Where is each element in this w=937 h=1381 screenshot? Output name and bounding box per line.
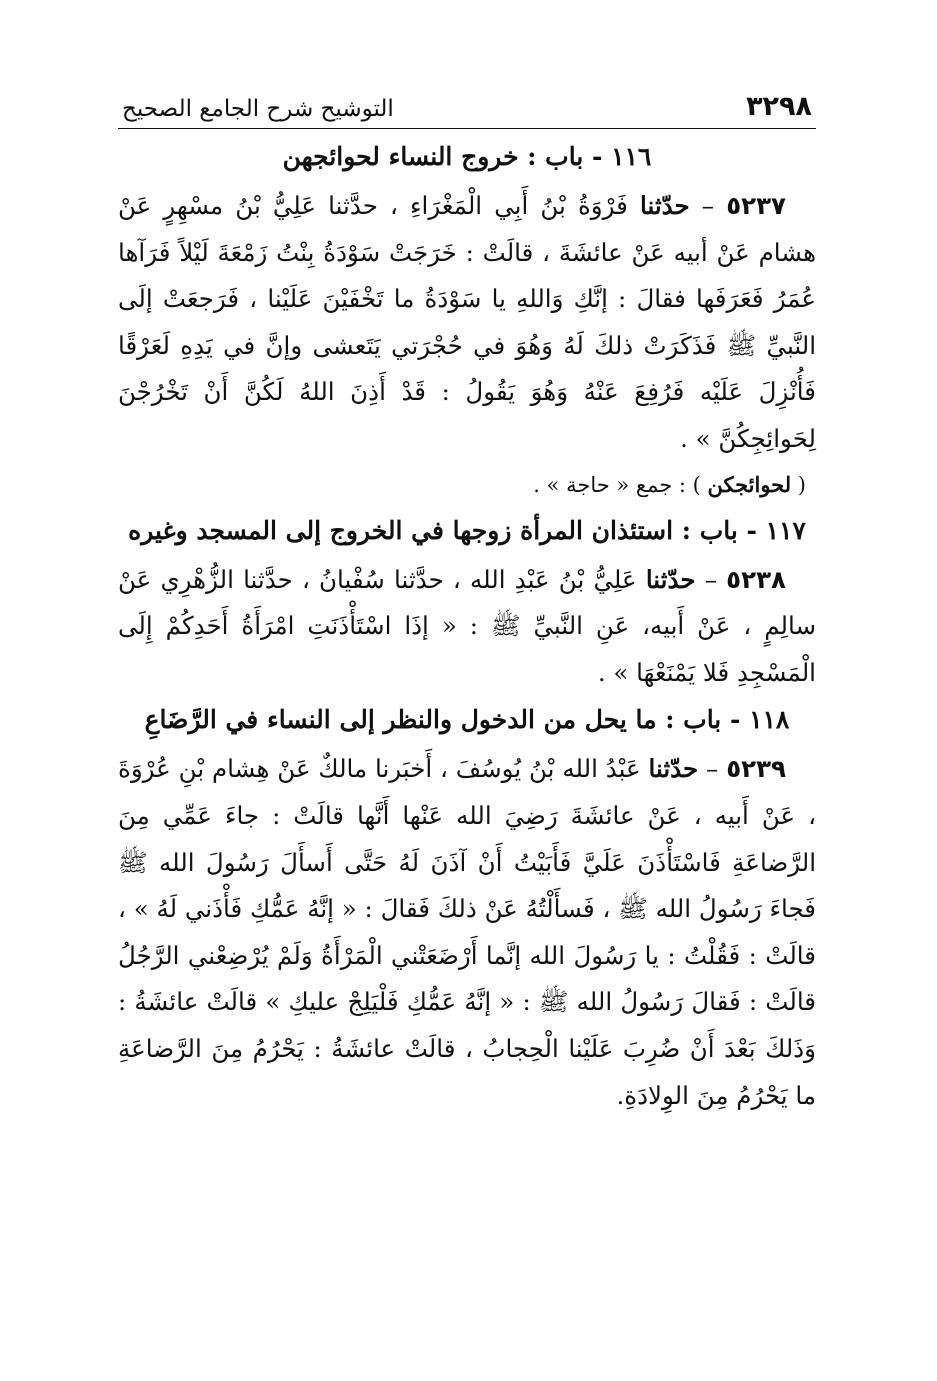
hadith-paragraph: ٥٢٣٨ – حدّثنا عَلِيُّ بْنُ عَبْدِ الله ، حدَّثنا سُفْيانُ ، حدَّثنا الزُّهْرِي عَنْ سالِمٍ ، عَنْ أَبيه، عَنِ النَّبيِّ ﷺ : « إذَا اسْتَأْذَنَتِ امْرَأَةُ أَحَدِكُمْ إِلَى الْمَسْجِدِ فَلا يَمْنَعْهَا » . <box>118 564 816 687</box>
book-page <box>118 70 816 1119</box>
hadith-text: عَلِيُّ بْنُ عَبْدِ الله ، حدَّثنا سُفْيانُ ، حدَّثنا الزُّهْرِي عَنْ سالِمٍ ، عَنْ أَبيه، عَنِ النَّبيِّ ﷺ : « إذَا اسْتَأْذَنَتِ امْرَأَةُ أَحَدِكُمْ إِلَى الْمَسْجِدِ فَلا يَمْنَعْهَا » . <box>118 564 816 687</box>
hadith-number: ٥٢٣٧ <box>726 191 787 220</box>
chapter-heading: ١١٦ - باب : خروج النساء لحوائجهن <box>282 142 652 171</box>
gloss-word: لحوائجكن <box>707 471 792 497</box>
hadith-lead: حدّثنا <box>645 564 696 594</box>
page-number: ٣٢٩٨ <box>746 91 812 122</box>
chapter-heading: ١١٧ - باب : استئذان المرأة زوجها في الخروج إلى المسجد وغيره <box>128 515 806 545</box>
chapter-heading: ١١٨ - باب : ما يحل من الدخول والنظر إلى النساء في الرَّضَاعِ <box>144 705 790 735</box>
hadith-text: عَبْدُ الله بْنُ يُوسُفَ ، أَخبَرنا مالكٌ عَنْ هِشام بْنِ عُرْوَةَ ، عَنْ أَبيه ، عَنْ عائشَةَ رَضِيَ الله عَنْها أَنَّها قالَتْ : جاءَ عَمِّي مِنَ الرَّضاعَةِ فَاسْتَأْذَنَ عَلَيَّ فَأَبَيْتُ أَنْ آذَنَ لَهُ حَتَّى أَسأَلَ رَسُولَ الله ﷺ فَجاءَ رَسُولُ الله ﷺ ، فَسأَلْتُهُ عَنْ ذلكَ فَقالَ : « إنَّهُ عَمُّكِ فَأْذَني لَهُ » ، قالَتْ : فَقُلْتُ : يا رَسُولَ الله إنَّما أَرْضَعَتْني الْمَرْأَةُ وَلَمْ يُرْضِعْني الرَّجُلُ قالَتْ : فَقالَ رَسُولُ الله ﷺ : « إنَّهُ عَمُّكِ فَلْيَلِجْ عليكِ » قالَتْ عائشَةُ : وَذَلكَ بَعْدَ أَنْ ضُرِبَ عَلَيْنا الْحِجابُ ، قالَتْ عائشَةُ : يَحْرُمُ مِنَ الرَّضاعَةِ ما يَحْرُمُ مِنَ الوِلادَةِ. <box>118 754 816 1110</box>
hadith-lead: حدّثنا <box>640 191 690 220</box>
gloss-note: ( لحوائجكن ) : جمع « حاجة » . <box>533 471 806 497</box>
hadith-number: ٥٢٣٨ <box>726 564 786 594</box>
hadith-text: فَرْوَةُ بْنُ أَبِي الْمَغْرَاءِ ، حدَّثنا عَلِيُّ بْنُ مسْهِرٍ عَنْ هشام عَنْ أبيه عَنْ عائشَةَ ، قالَتْ : خَرَجَتْ سَوْدَةُ بِنْتُ زَمْعَةَ لَيْلاً فَرَآها عُمَرُ فَعَرَفَها فقالَ : إنَّكِ وَاللهِ يا سَوْدَةُ ما تَخْفَيْنَ عَلَيْنا ، فَرَجعَتْ إلَى النَّبيِّ ﷺ فَذَكَرَتْ ذلكَ لَهُ وَهُوَ في حُجْرَتي يَتَعشى وإنَّ في يَدِهِ لَعَرْقًا فَأُنْزِلَ عَلَيْه فَرُفِعَ عَنْهُ وَهُوَ يَقُولُ : قَدْ أَذِنَ اللهُ لَكُنَّ أَنْ تَخْرُجْنَ لِحَوائِجِكُنَّ » . <box>118 191 816 453</box>
running-header <box>118 70 816 122</box>
hadith-paragraph: ٥٢٣٧ – حدّثنا فَرْوَةُ بْنُ أَبِي الْمَغْرَاءِ ، حدَّثنا عَلِيُّ بْنُ مسْهِرٍ عَنْ هشام عَنْ أبيه عَنْ عائشَةَ ، قالَتْ : خَرَجَتْ سَوْدَةُ بِنْتُ زَمْعَةَ لَيْلاً فَرَآها عُمَرُ فَعَرَفَها فقالَ : إنَّكِ وَاللهِ يا سَوْدَةُ ما تَخْفَيْنَ عَلَيْنا ، فَرَجعَتْ إلَى النَّبيِّ ﷺ فَذَكَرَتْ ذلكَ لَهُ وَهُوَ في حُجْرَتي يَتَعشى وإنَّ في يَدِهِ لَعَرْقًا فَأُنْزِلَ عَلَيْه فَرُفِعَ عَنْهُ وَهُوَ يَقُولُ : قَدْ أَذِنَ اللهُ لَكُنَّ أَنْ تَخْرُجْنَ لِحَوائِجِكُنَّ » . <box>118 191 816 453</box>
hadith-lead: حدّثنا <box>648 754 699 784</box>
hadith-number: ٥٢٣٩ <box>726 754 787 784</box>
book-title: التوشيح شرح الجامع الصحيح <box>122 96 394 122</box>
hadith-paragraph: ٥٢٣٩ – حدّثنا عَبْدُ الله بْنُ يُوسُفَ ، أَخبَرنا مالكٌ عَنْ هِشام بْنِ عُرْوَةَ ، عَنْ أَبيه ، عَنْ عائشَةَ رَضِيَ الله عَنْها أَنَّها قالَتْ : جاءَ عَمِّي مِنَ الرَّضاعَةِ فَاسْتَأْذَنَ عَلَيَّ فَأَبَيْتُ أَنْ آذَنَ لَهُ حَتَّى أَسأَلَ رَسُولَ الله ﷺ فَجاءَ رَسُولُ الله ﷺ ، فَسأَلْتُهُ عَنْ ذلكَ فَقالَ : « إنَّهُ عَمُّكِ فَأْذَني لَهُ » ، قالَتْ : فَقُلْتُ : يا رَسُولَ الله إنَّما أَرْضَعَتْني الْمَرْأَةُ وَلَمْ يُرْضِعْني الرَّجُلُ قالَتْ : فَقالَ رَسُولُ الله ﷺ : « إنَّهُ عَمُّكِ فَلْيَلِجْ عليكِ » قالَتْ عائشَةُ : وَذَلكَ بَعْدَ أَنْ ضُرِبَ عَلَيْنا الْحِجابُ ، قالَتْ عائشَةُ : يَحْرُمُ مِنَ الرَّضاعَةِ ما يَحْرُمُ مِنَ الوِلادَةِ. <box>118 754 816 1110</box>
gloss-meaning: : جمع « حاجة » . <box>533 472 686 497</box>
header-divider <box>118 128 816 129</box>
